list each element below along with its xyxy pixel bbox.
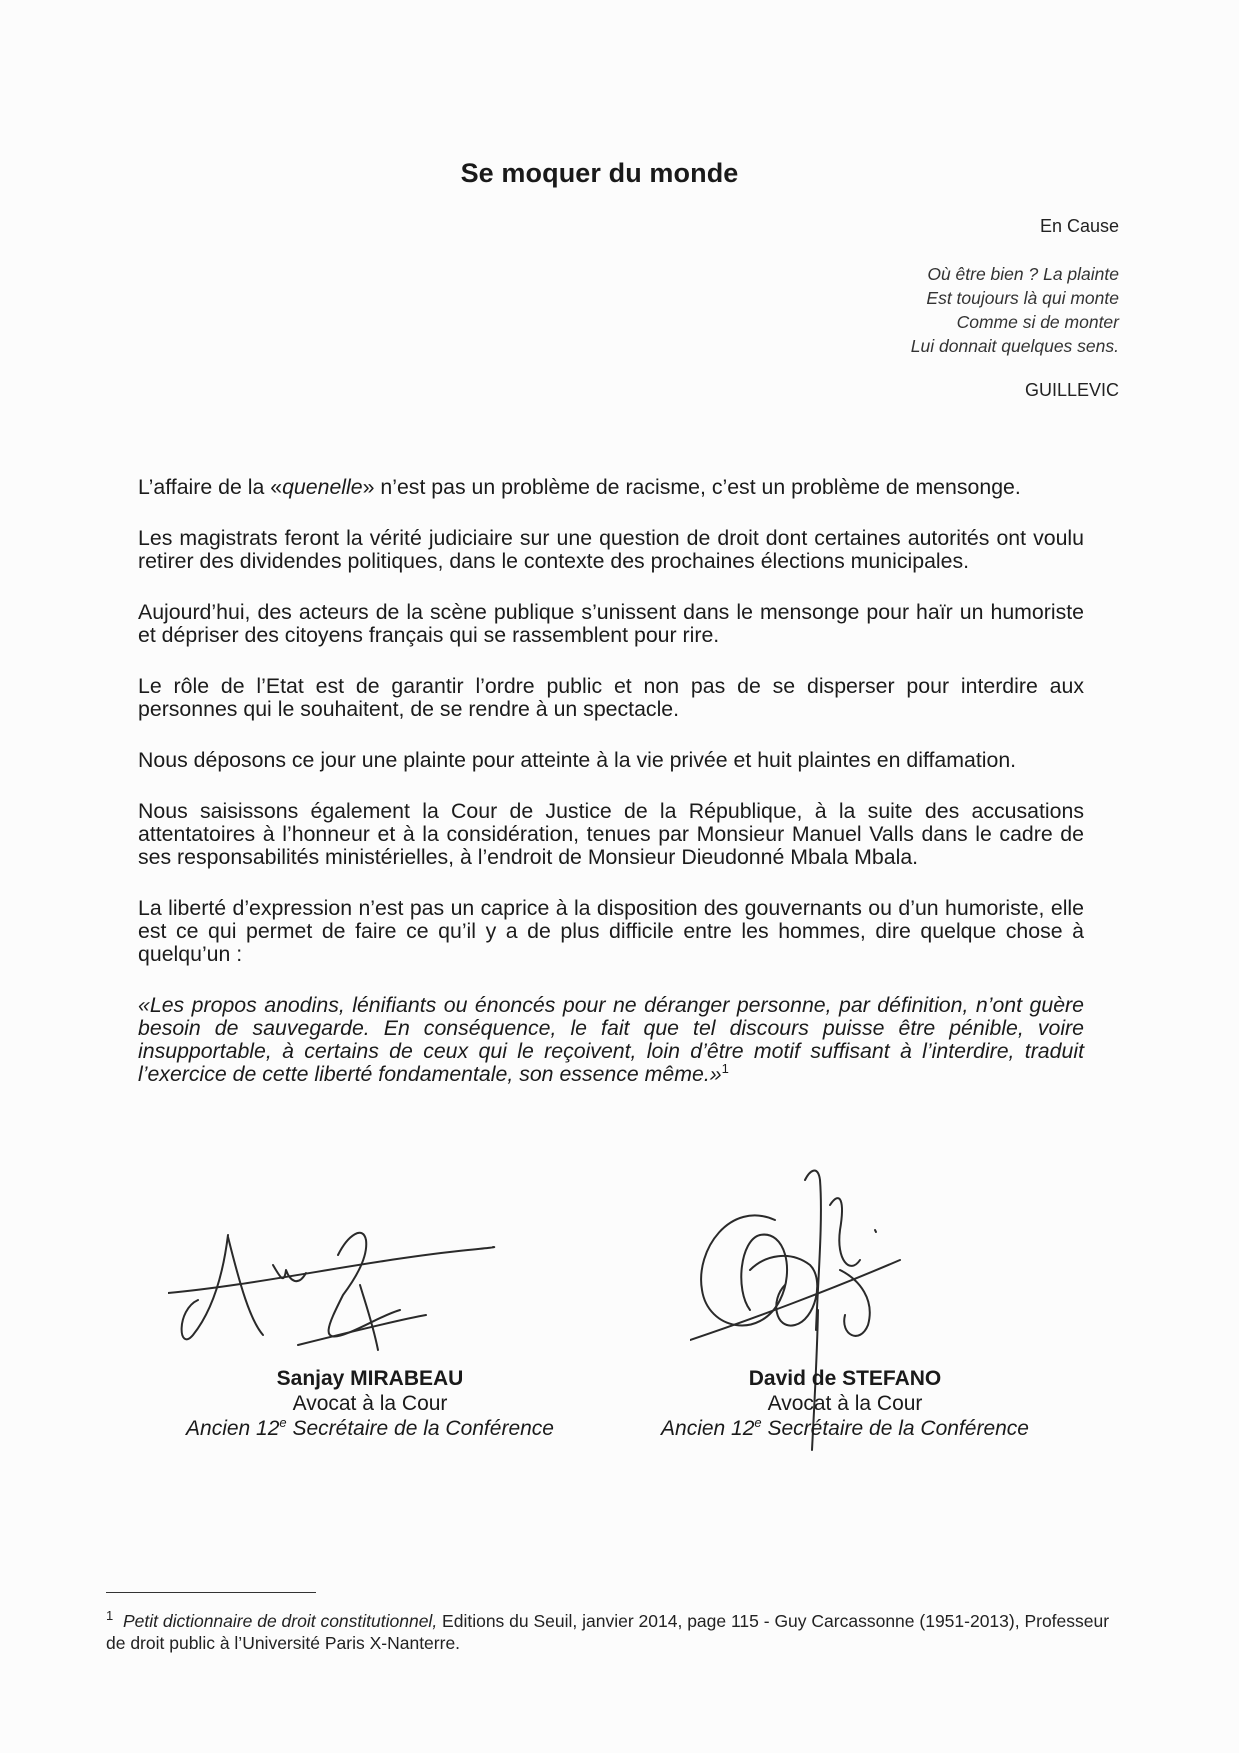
signatory-role: Avocat à la Cour xyxy=(767,1392,923,1415)
paragraph-1 xyxy=(138,476,1084,499)
footnote-number: 1 xyxy=(106,1608,114,1624)
epigraph-line: Est toujours là qui monte xyxy=(926,288,1119,308)
en-cause-label: En Cause xyxy=(1039,216,1119,236)
signatory-title-suffix: Secrétaire de la Conférence xyxy=(761,1417,1029,1440)
page-title: Se moquer du monde xyxy=(460,158,739,188)
signatory-name: Sanjay MIRABEAU xyxy=(276,1367,464,1390)
quote-open-mark: « xyxy=(138,993,150,1017)
quote-text: Les propos anodins, lénifiants ou énoncés pour ne déranger personne, par définition, n’ont guère besoin de sauvegarde. En conséquence, le fait que tel discours puisse être pénible, voire insupportable, à certains de ceux qui le reçoivent, loin d’être motif suffisant à l’interdire, traduit l’exercice de cette liberté fondamentale, son essence même. xyxy=(138,993,1084,1086)
paragraph-6: Nous saisissons également la Cour de Justice de la République, à la suite des accusations attentatoires à l’honneur et à la considération, tenues par Monsieur Manuel Valls dans le cadre de ses responsabilités ministérielles, à l’endroit de Monsieur Dieudonné Mbala Mbala. xyxy=(138,799,1084,869)
signatory-title-ordinal: e xyxy=(754,1415,762,1430)
signatory-title xyxy=(645,1416,1045,1441)
paragraph-2: Les magistrats feront la vérité judiciaire sur une question de droit dont certaines autorités ont voulu retirer des dividendes politiques, dans le contexte des prochaines élections municipales. xyxy=(138,526,1084,573)
paragraph-5: Nous déposons ce jour une plainte pour atteinte à la vie privée et huit plaintes en diffamation. xyxy=(138,748,1017,772)
signatory-title-prefix: Ancien 12 xyxy=(661,1417,755,1440)
epigraph-line: Où être bien ? La plainte xyxy=(927,264,1119,284)
paragraph-4: Le rôle de l’Etat est de garantir l’ordre public et non pas de se disperser pour interdire aux personnes qui le souhaitent, de se rendre à un spectacle. xyxy=(138,674,1084,721)
paragraph-1-start: L’affaire de la « xyxy=(138,475,283,499)
quenelle-term: quenelle xyxy=(282,475,363,499)
signatory-title-suffix: Secrétaire de la Conférence xyxy=(286,1417,554,1440)
signatory-title-prefix: Ancien 12 xyxy=(186,1417,280,1440)
signatory-title xyxy=(170,1416,570,1441)
epigraph-line: Lui donnait quelques sens. xyxy=(910,336,1119,356)
quotation xyxy=(138,994,1084,1086)
signatory-title-ordinal: e xyxy=(279,1415,287,1430)
signatory-de-stefano xyxy=(645,1366,1045,1441)
footnote xyxy=(106,1610,1116,1654)
paragraph-1-end: » n’est pas un problème de racisme, c’est un problème de mensonge. xyxy=(362,475,1021,499)
epigraph-line: Comme si de monter xyxy=(956,312,1119,332)
signatory-mirabeau xyxy=(170,1366,570,1441)
signatory-role: Avocat à la Cour xyxy=(292,1392,448,1415)
signatory-name: David de STEFANO xyxy=(748,1367,942,1390)
footnote-source-title: Petit dictionnaire de droit constitutionnel, xyxy=(122,1611,438,1631)
quote-close-mark: » xyxy=(709,1062,722,1086)
footnote-divider xyxy=(106,1592,316,1593)
footnote-reference[interactable]: 1 xyxy=(721,1060,729,1076)
epigraph-author: GUILLEVIC xyxy=(1024,380,1119,400)
paragraph-3: Aujourd’hui, des acteurs de la scène publique s’unissent dans le mensonge pour haïr un humoriste et dépriser des citoyens français qui se rassemblent pour rire. xyxy=(138,600,1084,647)
body-text xyxy=(138,476,1084,1086)
epigraph xyxy=(911,262,1119,358)
footnote-text: Editions du Seuil, janvier 2014, page 115 - Guy Carcassonne (1951-2013), Professeur de droit public à l’Université Paris X-Nanterre. xyxy=(106,1611,1110,1653)
signature-mirabeau xyxy=(168,1215,538,1365)
paragraph-7: La liberté d’expression n’est pas un caprice à la disposition des gouvernants ou d’un humoriste, elle est ce qui permet de faire ce qu’il y a de plus difficile entre les hommes, dire quelque chose à quelqu’un : xyxy=(138,896,1084,966)
